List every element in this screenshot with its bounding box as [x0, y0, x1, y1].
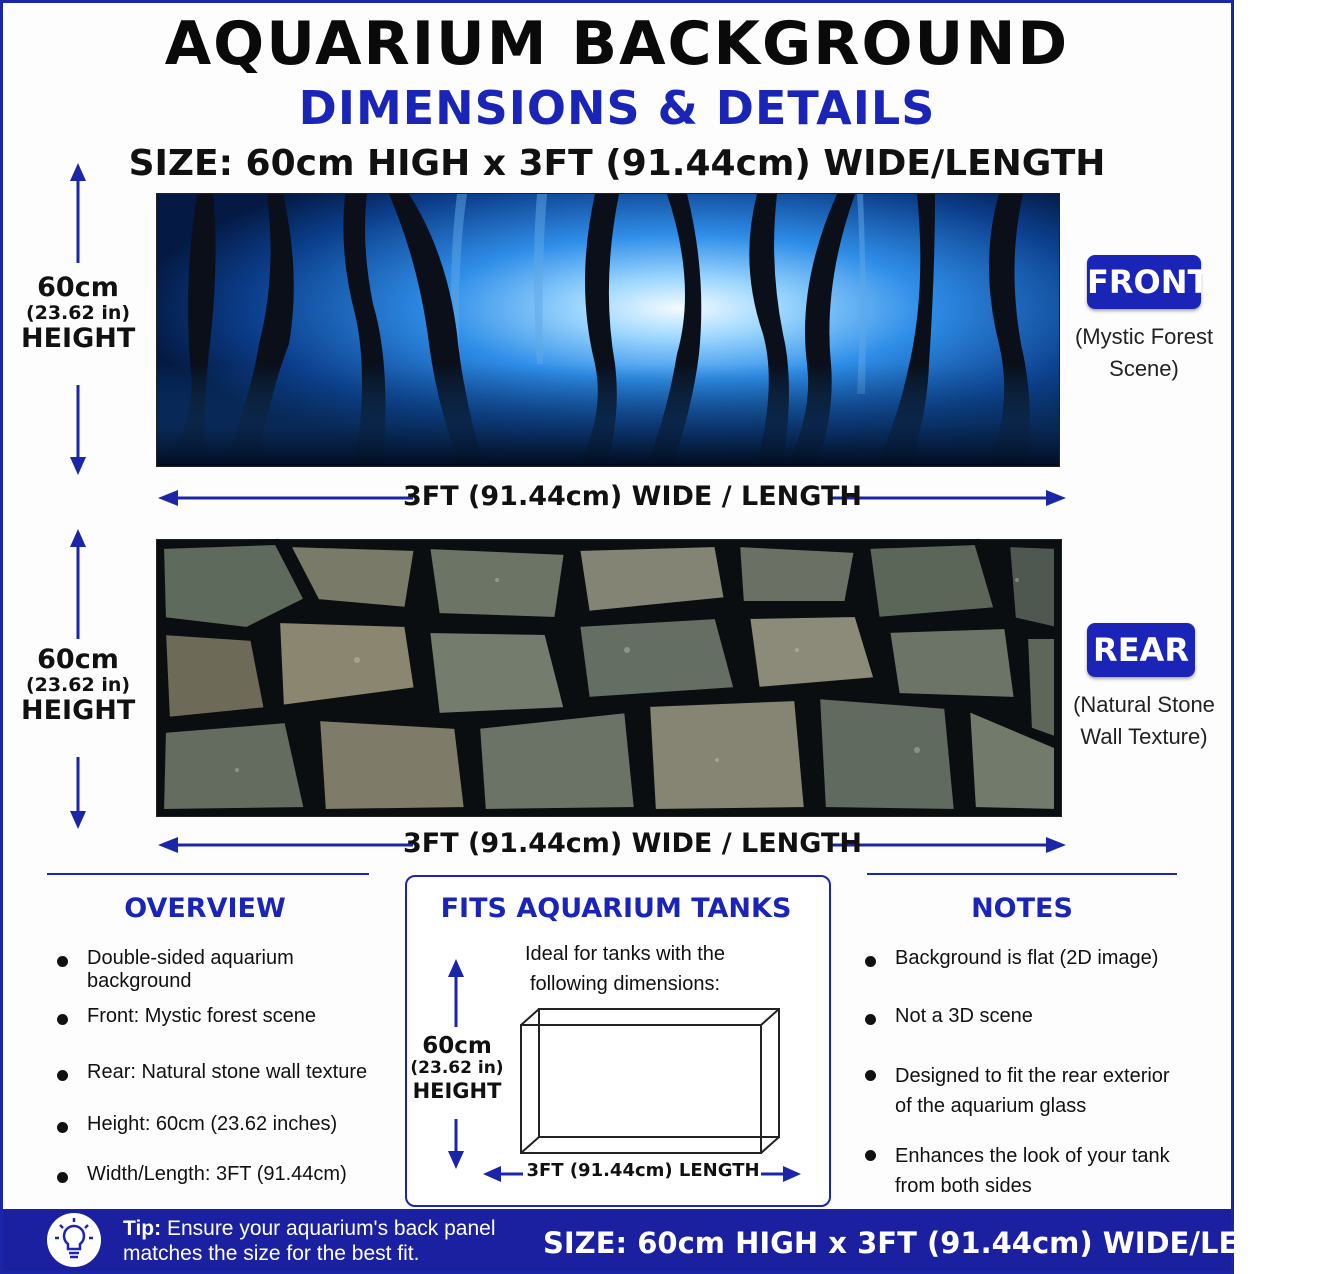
rear-height-word: HEIGHT [21, 694, 136, 726]
page-subtitle: DIMENSIONS & DETAILS [298, 81, 936, 135]
rear-stone-image [156, 539, 1062, 817]
front-desc-line1: (Mystic Forest [1074, 324, 1214, 349]
fits-intro [405, 939, 845, 999]
notes-item: Enhances the look of your tank from both sides [855, 1141, 1195, 1201]
tip-text [123, 1216, 523, 1266]
tip-line1: Ensure your aquarium's back panel [166, 1217, 496, 1240]
rear-desc-line2: Wall Texture) [1080, 723, 1208, 749]
front-height-word: HEIGHT [21, 322, 136, 354]
tip-label: Tip: [123, 1217, 162, 1240]
front-height-in: (23.62 in) [25, 301, 131, 324]
notes-item: Not a 3D scene [855, 1005, 1195, 1061]
notes-heading: NOTES [971, 893, 1073, 924]
rear-height-in: (23.62 in) [25, 673, 131, 696]
overview-rule [47, 873, 369, 875]
front-height-label [21, 273, 135, 353]
footer-size-summary: SIZE: 60cm HIGH x 3FT (91.44cm) WIDE/LENGTH [543, 1226, 1330, 1260]
page-title: AQUARIUM BACKGROUND [164, 9, 1070, 79]
overview-item: Rear: Natural stone wall texture [47, 1061, 387, 1113]
notes-list [855, 947, 1195, 1201]
front-forest-image [156, 193, 1060, 467]
size-summary: SIZE: 60cm HIGH x 3FT (91.44cm) WIDE/LENGTH [128, 143, 1106, 184]
rear-width-label: 3FT (91.44cm) WIDE / LENGTH [403, 828, 862, 859]
fits-intro-line2: following dimensions: [529, 973, 721, 995]
rear-height-cm: 60cm [37, 644, 119, 675]
fits-heading: FITS AQUARIUM TANKS [440, 893, 792, 924]
notes-rule [867, 873, 1177, 875]
tip-line2: matches the size for the best fit. [123, 1242, 420, 1266]
rear-height-label [21, 645, 135, 725]
tank-outline-icon [519, 1007, 783, 1157]
fits-height-cm: 60cm [422, 1033, 492, 1059]
fits-intro-line1: Ideal for tanks with the [524, 943, 726, 965]
front-badge: FRONT [1087, 255, 1201, 309]
overview-item: Front: Mystic forest scene [47, 1005, 387, 1061]
overview-item: Height: 60cm (23.62 inches) [47, 1113, 387, 1163]
fits-length-label: 3FT (91.44cm) LENGTH [526, 1160, 760, 1181]
overview-item: Width/Length: 3FT (91.44cm) [47, 1163, 387, 1193]
front-width-label: 3FT (91.44cm) WIDE / LENGTH [403, 481, 862, 512]
rear-desc-line1: (Natural Stone [1073, 692, 1215, 717]
overview-list [47, 947, 387, 1193]
front-height-cm: 60cm [37, 272, 119, 303]
notes-item: Designed to fit the rear exterior of the aquarium glass [855, 1061, 1195, 1141]
overview-item: Double-sided aquarium background [47, 947, 387, 1005]
front-desc-line2: Scene) [1109, 355, 1179, 381]
fits-height-label [407, 1033, 507, 1103]
front-description [1069, 321, 1219, 385]
fits-height-in: (23.62 in) [410, 1058, 504, 1079]
fits-height-word: HEIGHT [412, 1078, 502, 1103]
notes-item: Background is flat (2D image) [855, 947, 1195, 1005]
overview-heading: OVERVIEW [124, 893, 286, 924]
rear-description [1069, 689, 1219, 753]
rear-badge: REAR [1087, 623, 1195, 677]
lightbulb-icon [47, 1213, 101, 1267]
